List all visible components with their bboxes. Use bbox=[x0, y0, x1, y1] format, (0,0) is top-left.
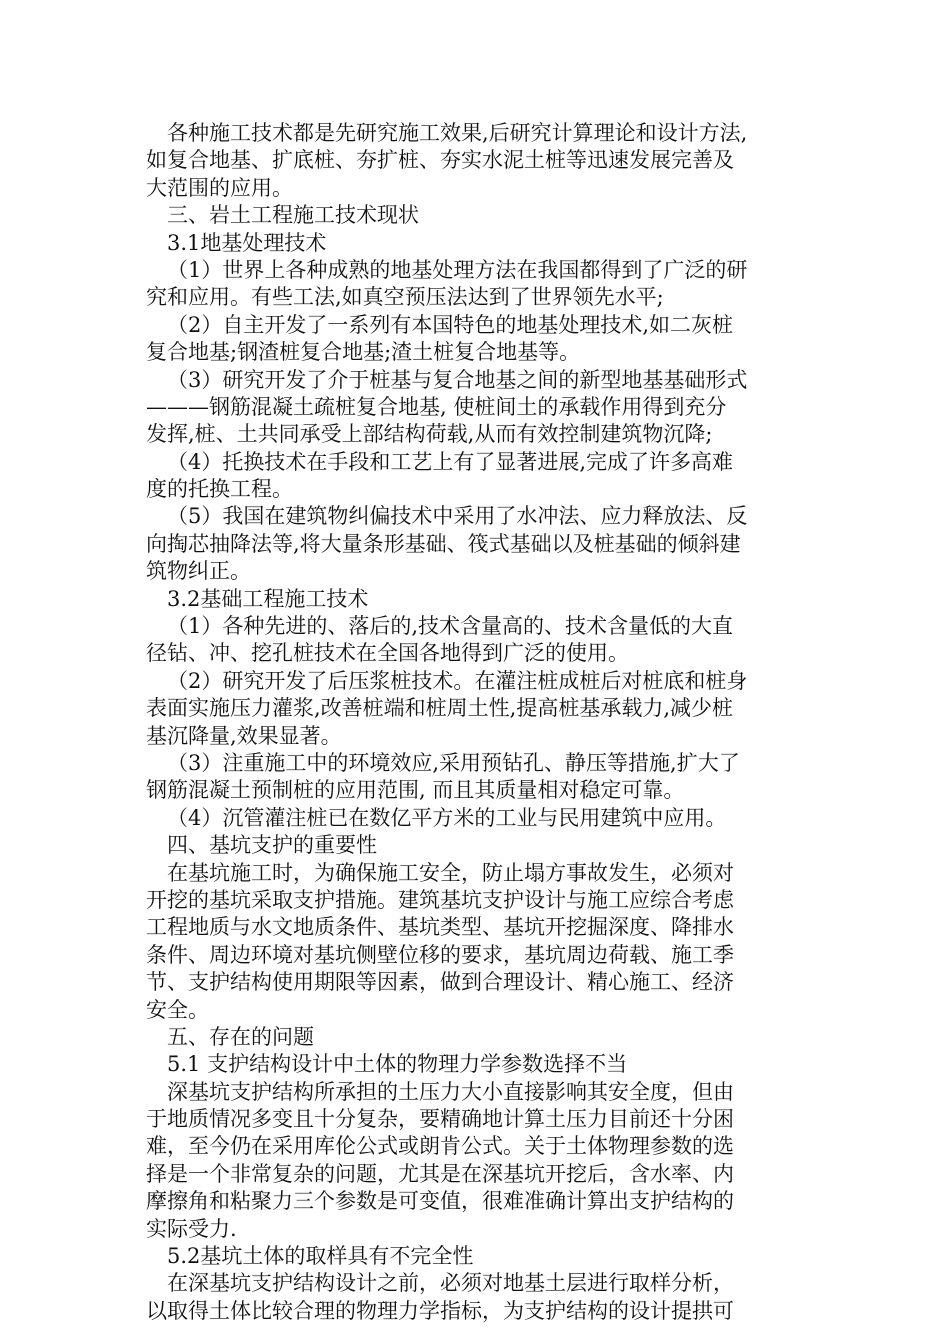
text-line: 安全。 bbox=[146, 997, 209, 1022]
text-line: 3.2基础工程施工技术 bbox=[167, 586, 369, 611]
text-line: 四、基坑支护的重要性 bbox=[167, 833, 377, 858]
text-line: 大范围的应用。 bbox=[146, 175, 293, 200]
text-line: 筑物纠正。 bbox=[146, 559, 251, 584]
text-line: 复合地基;钢渣桩复合地基;渣土桩复合地基等。 bbox=[146, 340, 581, 365]
text-line: （1）各种先进的、落后的,技术含量高的、技术含量低的大直 bbox=[167, 614, 734, 639]
text-line: （2）自主开发了一系列有本国特色的地基处理技术,如二灰桩 bbox=[167, 312, 734, 337]
text-line: 3.1地基处理技术 bbox=[167, 230, 327, 255]
text-line: 在基坑施工时，为确保施工安全，防止塌方事故发生，必须对 bbox=[167, 860, 734, 885]
text-line: 发挥,桩、土共同承受上部结构荷载,从而有效控制建筑物沉降; bbox=[146, 422, 713, 447]
text-line: 径钻、冲、挖孔桩技术在全国各地得到广泛的使用。 bbox=[146, 641, 629, 666]
text-line: 表面实施压力灌浆,改善桩端和桩周土性,提高桩基承载力,减少桩 bbox=[146, 696, 734, 721]
text-line: （3）研究开发了介于桩基与复合地基之间的新型地基基础形式 bbox=[167, 367, 748, 392]
text-line: 在深基坑支护结构设计之前，必须对地基土层进行取样分析， bbox=[167, 1271, 734, 1296]
text-line: （5）我国在建筑物纠偏技术中采用了水冲法、应力释放法、反 bbox=[167, 504, 748, 529]
text-line: （1）世界上各种成熟的地基处理方法在我国都得到了广泛的研 bbox=[167, 257, 748, 282]
text-line: 各种施工技术都是先研究施工效果,后研究计算理论和设计方法, bbox=[167, 121, 748, 145]
text-line: 深基坑支护结构所承担的土压力大小直接影响其安全度，但由 bbox=[167, 1079, 734, 1104]
text-line: （2）研究开发了后压浆桩技术。在灌注桩成桩后对桩底和桩身 bbox=[167, 668, 748, 693]
text-line: 5.2基坑土体的取样具有不完全性 bbox=[167, 1244, 474, 1269]
text-line: 实际受力. bbox=[146, 1216, 237, 1241]
text-line: 条件、周边环境对基坑侧壁位移的要求，基坑周边荷载、施工季 bbox=[146, 942, 734, 967]
document-body bbox=[146, 120, 806, 1325]
text-line: 工程地质与水文地质条件、基坑类型、基坑开挖掘深度、降排水 bbox=[146, 915, 734, 940]
text-line: ———钢筋混凝土疏桩复合地基, 使桩间土的承载作用得到充分 bbox=[146, 394, 727, 419]
text-line: 度的托换工程。 bbox=[146, 477, 293, 502]
text-line: 钢筋混凝土预制桩的应用范围, 而且其质量相对稳定可靠。 bbox=[146, 778, 685, 803]
text-line: 究和应用。有些工法,如真空预压法达到了世界领先水平; bbox=[146, 285, 664, 310]
text-line: 5.1 支护结构设计中土体的物理力学参数选择不当 bbox=[167, 1052, 628, 1077]
text-line: 向掏芯抽降法等,将大量条形基础、筏式基础以及桩基础的倾斜建 bbox=[146, 531, 741, 556]
text-line: 开挖的基坑采取支护措施。建筑基坑支护设计与施工应综合考虑 bbox=[146, 887, 734, 912]
text-line: 择是一个非常复杂的问题，尤其是在深基坑开挖后，含水率、内 bbox=[146, 1161, 734, 1186]
text-line: 如复合地基、扩底桩、夯扩桩、夯实水泥土桩等迅速发展完善及 bbox=[146, 148, 734, 173]
text-line: 以取得土体比较合理的物理力学指标，为支护结构的设计提拱可 bbox=[146, 1298, 734, 1323]
text-line: 难，至今仍在采用库伦公式或朗肯公式。关于土体物理参数的选 bbox=[146, 1134, 734, 1159]
text-line: （3）注重施工中的环境效应,采用预钻孔、静压等措施,扩大了 bbox=[167, 750, 740, 775]
text-line: 节、支护结构使用期限等因素，做到合理设计、精心施工、经济 bbox=[146, 970, 734, 995]
text-line: （4）托换技术在手段和工艺上有了显著进展,完成了许多高难 bbox=[167, 449, 734, 474]
text-line: 三、岩土工程施工技术现状 bbox=[167, 203, 419, 228]
text-line: 于地质情况多变且十分复杂，要精确地计算土压力目前还十分困 bbox=[146, 1107, 734, 1132]
text-line: （4）沉管灌注桩已在数亿平方米的工业与民用建筑中应用。 bbox=[167, 805, 727, 830]
text-line: 基沉降量,效果显著。 bbox=[146, 723, 342, 748]
text-line: 五、存在的问题 bbox=[167, 1024, 314, 1049]
text-line: 摩擦角和粘聚力三个参数是可变值，很难准确计算出支护结构的 bbox=[146, 1189, 734, 1214]
